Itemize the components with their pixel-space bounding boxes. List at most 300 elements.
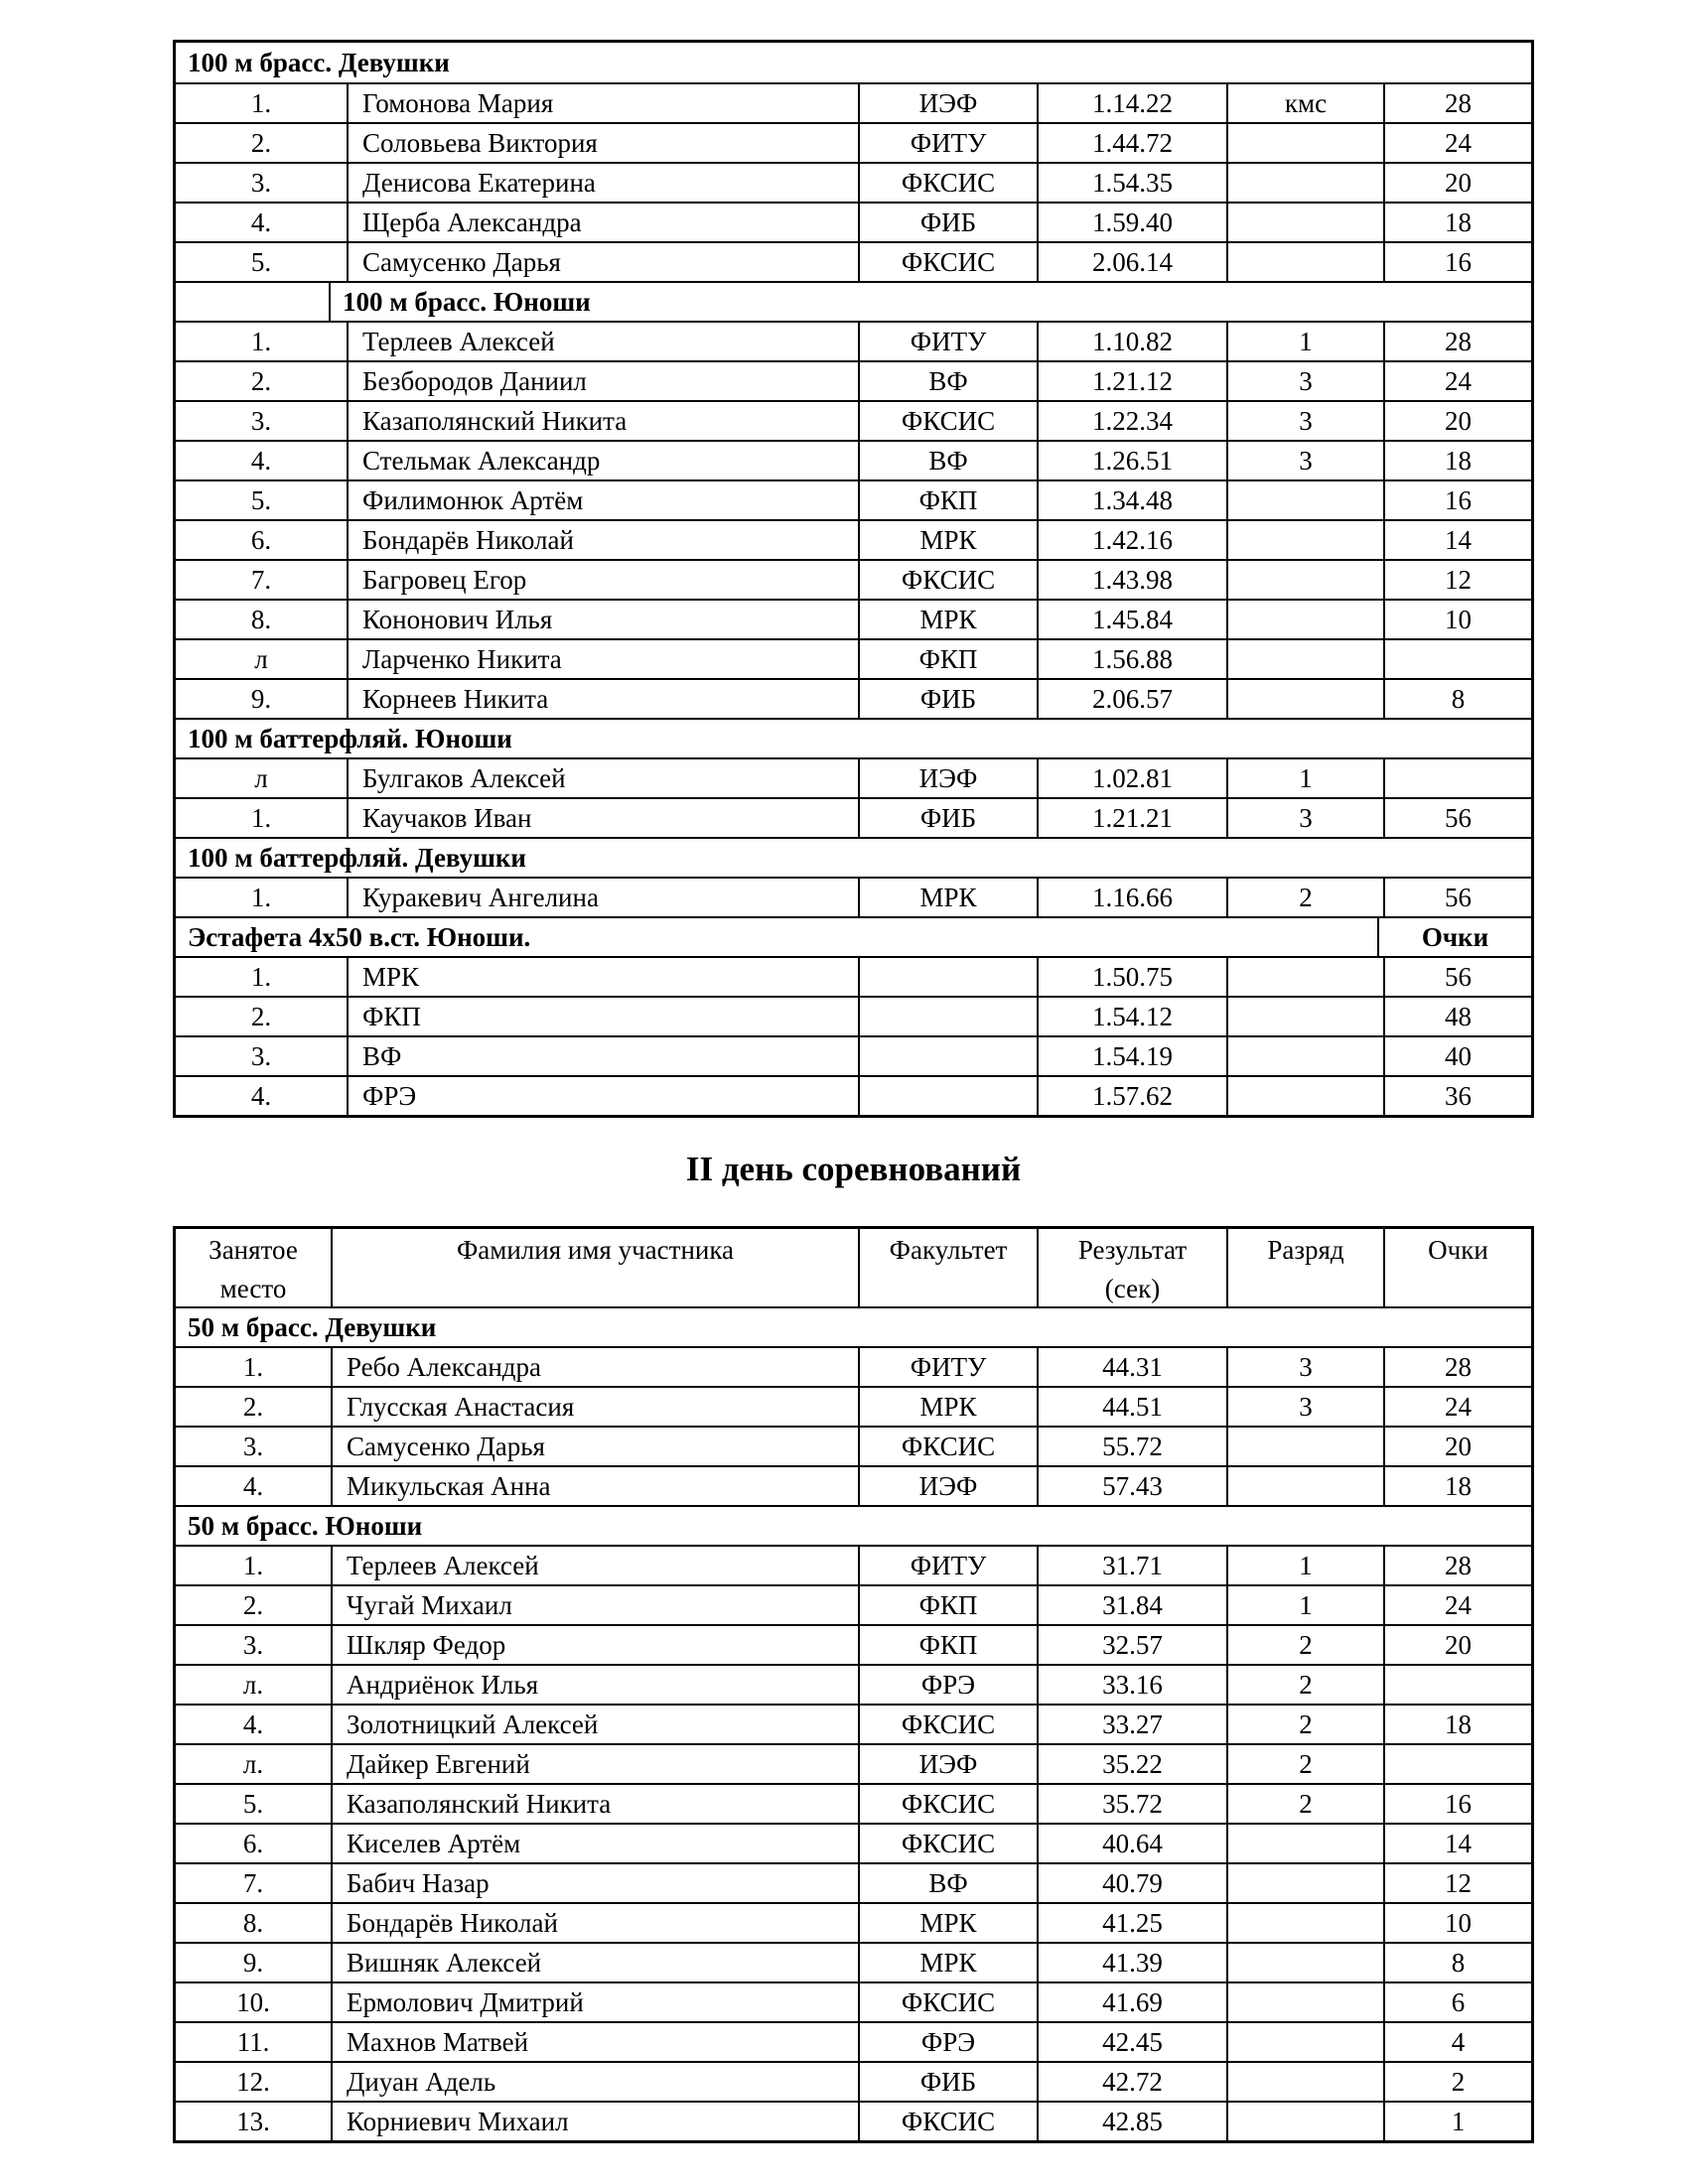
name-cell: Стельмак Александр: [347, 442, 858, 479]
points-cell: 16: [1383, 1785, 1531, 1823]
section-label: 50 м брасс. Девушки: [188, 1311, 437, 1342]
faculty-cell: ИЭФ: [858, 1745, 1037, 1783]
faculty-cell: ФКСИС: [858, 2103, 1037, 2140]
table-row: [176, 202, 1531, 241]
points-cell: 28: [1383, 323, 1531, 360]
points-cell: 16: [1383, 481, 1531, 519]
rank-cell: [1226, 1904, 1383, 1942]
place-cell: 1.: [242, 1351, 264, 1382]
points-cell: 12: [1383, 1864, 1531, 1902]
table-row: [176, 638, 1531, 678]
table-row: [176, 956, 1531, 996]
points-cell: 20: [1383, 1428, 1531, 1465]
rank-cell: 1: [1226, 1547, 1383, 1584]
name-cell: Диуан Адель: [331, 2063, 858, 2101]
place-cell: л.: [242, 1748, 264, 1779]
rank-cell: 1: [1226, 323, 1383, 360]
faculty-cell: ФКСИС: [858, 243, 1037, 281]
table-row: [176, 1075, 1531, 1115]
name-cell: Кононович Илья: [347, 601, 858, 638]
place-cell: 1.: [250, 882, 272, 912]
header-name: [331, 1229, 858, 1306]
header-rank-label: Разряд: [1267, 1235, 1344, 1265]
name-cell: МРК: [347, 958, 858, 996]
table-row: [176, 1743, 1531, 1783]
result-cell: 44.31: [1037, 1348, 1226, 1386]
result-cell: 55.72: [1037, 1428, 1226, 1465]
place-cell: л.: [242, 1669, 264, 1700]
table-row: [176, 1386, 1531, 1426]
points-cell: 18: [1383, 204, 1531, 241]
rank-cell: 2: [1226, 1626, 1383, 1664]
table-row: [176, 360, 1531, 400]
result-cell: 1.56.88: [1037, 640, 1226, 678]
section-label: 100 м баттерфляй. Юноши: [188, 723, 512, 753]
points-cell: 18: [1383, 1706, 1531, 1743]
name-cell: Ребо Александра: [331, 1348, 858, 1386]
place-cell: 1.: [250, 87, 272, 118]
rank-cell: [1226, 1467, 1383, 1505]
place-cell: 2.: [250, 365, 272, 396]
result-cell: 42.85: [1037, 2103, 1226, 2140]
rank-cell: 3: [1226, 1348, 1383, 1386]
header-rank: [1226, 1229, 1383, 1306]
rank-cell: [1226, 1037, 1383, 1075]
points-cell: 56: [1383, 879, 1531, 916]
rank-cell: [1226, 2103, 1383, 2140]
section-label: Эстафета 4х50 в.ст. Юноши.: [188, 921, 531, 952]
table-row: [176, 82, 1531, 122]
points-cell: [1383, 640, 1531, 678]
result-cell: 40.79: [1037, 1864, 1226, 1902]
rank-cell: [1226, 561, 1383, 599]
table-row: [176, 599, 1531, 638]
result-cell: 2.06.14: [1037, 243, 1226, 281]
rank-cell: [1226, 521, 1383, 559]
faculty-cell: ФКП: [858, 481, 1037, 519]
points-cell: 48: [1383, 998, 1531, 1035]
name-cell: Багровец Егор: [347, 561, 858, 599]
name-cell: Каучаков Иван: [347, 799, 858, 837]
points-cell: 24: [1383, 362, 1531, 400]
faculty-cell: МРК: [858, 1904, 1037, 1942]
faculty-cell: ФИБ: [858, 799, 1037, 837]
points-cell: 12: [1383, 561, 1531, 599]
table-row: [176, 2101, 1531, 2140]
place-cell: 3.: [242, 1629, 264, 1660]
header-place-label: Занятое место: [209, 1235, 298, 1303]
rank-cell: 2: [1226, 1785, 1383, 1823]
points-cell: 36: [1383, 1077, 1531, 1115]
place-cell: 5.: [242, 1788, 264, 1819]
rank-cell: [1226, 1983, 1383, 2021]
name-cell: Шкляр Федор: [331, 1626, 858, 1664]
faculty-cell: ИЭФ: [858, 84, 1037, 122]
place-cell: л: [254, 643, 268, 674]
result-cell: 31.84: [1037, 1586, 1226, 1624]
name-cell: Самусенко Дарья: [347, 243, 858, 281]
faculty-cell: ФИБ: [858, 680, 1037, 718]
section-row: [176, 1505, 1531, 1545]
faculty-cell: ФИТУ: [858, 124, 1037, 162]
faculty-cell: МРК: [858, 879, 1037, 916]
table-row: [176, 1624, 1531, 1664]
rank-cell: 3: [1226, 442, 1383, 479]
rank-cell: кмс: [1226, 84, 1383, 122]
points-cell: 20: [1383, 1626, 1531, 1664]
results-table-day1: [173, 40, 1534, 1118]
section-row: [176, 718, 1531, 757]
header-result-label: Результат (сек): [1077, 1235, 1188, 1303]
result-cell: 40.64: [1037, 1825, 1226, 1862]
table-row: [176, 1704, 1531, 1743]
place-cell: 13.: [236, 2106, 270, 2136]
header-faculty-label: Факультет: [889, 1235, 1008, 1265]
faculty-cell: ФИБ: [858, 2063, 1037, 2101]
name-cell: Терлеев Алексей: [331, 1547, 858, 1584]
faculty-cell: ИЭФ: [858, 1467, 1037, 1505]
rank-cell: 2: [1226, 1666, 1383, 1704]
rank-cell: [1226, 1825, 1383, 1862]
result-cell: 1.22.34: [1037, 402, 1226, 440]
result-cell: 1.54.19: [1037, 1037, 1226, 1075]
faculty-cell: [858, 958, 1037, 996]
table-row: [176, 1664, 1531, 1704]
rank-cell: 3: [1226, 402, 1383, 440]
rank-cell: [1226, 481, 1383, 519]
rank-cell: [1226, 2063, 1383, 2101]
name-cell: Корниевич Михаил: [331, 2103, 858, 2140]
faculty-cell: ФКСИС: [858, 164, 1037, 202]
table-row: [176, 1584, 1531, 1624]
faculty-cell: ФИТУ: [858, 323, 1037, 360]
place-cell: л: [254, 762, 268, 793]
place-cell: 1.: [250, 961, 272, 992]
points-cell: 8: [1383, 680, 1531, 718]
result-cell: 33.16: [1037, 1666, 1226, 1704]
points-cell: 56: [1383, 799, 1531, 837]
name-cell: Киселев Артём: [331, 1825, 858, 1862]
table-row: [176, 1346, 1531, 1386]
points-cell: 24: [1383, 1388, 1531, 1426]
points-cell: 1: [1383, 2103, 1531, 2140]
table-row: [176, 2061, 1531, 2101]
faculty-cell: ФКП: [858, 1626, 1037, 1664]
place-cell: 10.: [236, 1986, 270, 2017]
result-cell: 1.02.81: [1037, 759, 1226, 797]
table-row: [176, 1426, 1531, 1465]
points-cell: 18: [1383, 442, 1531, 479]
place-cell: 9.: [242, 1947, 264, 1978]
name-cell: Филимонюк Артём: [347, 481, 858, 519]
faculty-cell: ФКСИС: [858, 1706, 1037, 1743]
points-cell: 24: [1383, 124, 1531, 162]
header-name-label: Фамилия имя участника: [456, 1235, 735, 1265]
results-table-day2: [173, 1226, 1534, 2143]
name-cell: Золотницкий Алексей: [331, 1706, 858, 1743]
table-row: [176, 1823, 1531, 1862]
place-cell: 4.: [250, 1080, 272, 1111]
result-cell: 1.54.12: [1037, 998, 1226, 1035]
faculty-cell: [858, 1077, 1037, 1115]
table-row: [176, 440, 1531, 479]
rank-cell: 3: [1226, 362, 1383, 400]
header-place: [176, 1229, 331, 1306]
faculty-cell: [858, 998, 1037, 1035]
rank-cell: [1226, 124, 1383, 162]
table-row: [176, 2021, 1531, 2061]
rank-cell: 2: [1226, 1745, 1383, 1783]
section-label: 50 м брасс. Юноши: [188, 1510, 423, 1541]
table-row: [176, 1981, 1531, 2021]
rank-cell: [1226, 243, 1383, 281]
table-row: [176, 1035, 1531, 1075]
name-cell: Бондарёв Николай: [331, 1904, 858, 1942]
place-cell: 2.: [242, 1391, 264, 1422]
header-faculty: [858, 1229, 1037, 1306]
rank-cell: 3: [1226, 1388, 1383, 1426]
name-cell: Булгаков Алексей: [347, 759, 858, 797]
faculty-cell: МРК: [858, 1388, 1037, 1426]
points-cell: 14: [1383, 521, 1531, 559]
rank-cell: [1226, 1077, 1383, 1115]
section-row-indented: [176, 281, 1531, 321]
faculty-cell: МРК: [858, 521, 1037, 559]
place-cell: 4.: [250, 206, 272, 237]
name-cell: Казаполянский Никита: [331, 1785, 858, 1823]
header-result: [1037, 1229, 1226, 1306]
rank-cell: 3: [1226, 799, 1383, 837]
rank-cell: [1226, 1428, 1383, 1465]
table-row: [176, 1783, 1531, 1823]
result-cell: 1.26.51: [1037, 442, 1226, 479]
header-points: [1383, 1229, 1531, 1306]
name-cell: Гомонова Мария: [347, 84, 858, 122]
table-row: [176, 1862, 1531, 1902]
rank-cell: 1: [1226, 1586, 1383, 1624]
points-cell: 24: [1383, 1586, 1531, 1624]
rank-cell: [1226, 204, 1383, 241]
points-cell: [1383, 1666, 1531, 1704]
faculty-cell: ВФ: [858, 362, 1037, 400]
name-cell: Бондарёв Николай: [347, 521, 858, 559]
name-cell: Щерба Александра: [347, 204, 858, 241]
rank-cell: 2: [1226, 879, 1383, 916]
result-cell: 1.57.62: [1037, 1077, 1226, 1115]
faculty-cell: ФКСИС: [858, 1983, 1037, 2021]
place-cell: 4.: [242, 1470, 264, 1501]
result-cell: 1.42.16: [1037, 521, 1226, 559]
table-row: [176, 1545, 1531, 1584]
result-cell: 1.21.21: [1037, 799, 1226, 837]
result-cell: 35.22: [1037, 1745, 1226, 1783]
faculty-cell: МРК: [858, 1944, 1037, 1981]
name-cell: Чугай Михаил: [331, 1586, 858, 1624]
result-cell: 41.69: [1037, 1983, 1226, 2021]
table-row: [176, 400, 1531, 440]
result-cell: 32.57: [1037, 1626, 1226, 1664]
faculty-cell: МРК: [858, 601, 1037, 638]
table-row: [176, 797, 1531, 837]
name-cell: Безбородов Даниил: [347, 362, 858, 400]
name-cell: Ларченко Никита: [347, 640, 858, 678]
place-cell: 5.: [250, 484, 272, 515]
points-cell: 28: [1383, 1348, 1531, 1386]
faculty-cell: ФКСИС: [858, 1825, 1037, 1862]
result-cell: 1.45.84: [1037, 601, 1226, 638]
table-header-row: [176, 1229, 1531, 1306]
section-row: [176, 43, 1531, 82]
points-cell: [1383, 759, 1531, 797]
faculty-cell: ФРЭ: [858, 1666, 1037, 1704]
section-label: 100 м брасс. Юноши: [343, 286, 591, 317]
name-cell: Микульская Анна: [331, 1467, 858, 1505]
place-cell: 3.: [250, 167, 272, 198]
points-cell: 10: [1383, 1904, 1531, 1942]
points-cell: 16: [1383, 243, 1531, 281]
name-cell: Вишняк Алексей: [331, 1944, 858, 1981]
place-cell: 7.: [242, 1867, 264, 1898]
place-cell: 5.: [250, 246, 272, 277]
faculty-cell: ФКСИС: [858, 1428, 1037, 1465]
points-cell: 4: [1383, 2023, 1531, 2061]
table-row: [176, 559, 1531, 599]
result-cell: 1.14.22: [1037, 84, 1226, 122]
place-cell: 1.: [242, 1550, 264, 1580]
name-cell: Корнеев Никита: [347, 680, 858, 718]
name-cell: Терлеев Алексей: [347, 323, 858, 360]
rank-cell: [1226, 998, 1383, 1035]
result-cell: 31.71: [1037, 1547, 1226, 1584]
faculty-cell: ФИТУ: [858, 1348, 1037, 1386]
result-cell: 33.27: [1037, 1706, 1226, 1743]
result-cell: 1.54.35: [1037, 164, 1226, 202]
table-row: [176, 678, 1531, 718]
points-cell: 18: [1383, 1467, 1531, 1505]
table-row: [176, 519, 1531, 559]
section-row-with-points: [176, 916, 1531, 956]
place-cell: 9.: [250, 683, 272, 714]
section-label: 100 м брасс. Девушки: [188, 47, 450, 77]
faculty-cell: ВФ: [858, 442, 1037, 479]
faculty-cell: ФКП: [858, 640, 1037, 678]
table-row: [176, 1942, 1531, 1981]
table-row: [176, 757, 1531, 797]
result-cell: 1.43.98: [1037, 561, 1226, 599]
points-cell: 14: [1383, 1825, 1531, 1862]
place-cell: 8.: [242, 1907, 264, 1938]
place-cell: 3.: [242, 1431, 264, 1461]
place-cell: 6.: [250, 524, 272, 555]
rank-cell: [1226, 680, 1383, 718]
day2-title: II день соревнований: [685, 1150, 1022, 1188]
place-cell: 1.: [250, 326, 272, 356]
rank-cell: 1: [1226, 759, 1383, 797]
name-cell: Куракевич Ангелина: [347, 879, 858, 916]
place-cell: 8.: [250, 604, 272, 634]
faculty-cell: ФИБ: [858, 204, 1037, 241]
section-row: [176, 1306, 1531, 1346]
place-cell: 11.: [236, 2026, 270, 2057]
name-cell: Казаполянский Никита: [347, 402, 858, 440]
faculty-cell: ФИТУ: [858, 1547, 1037, 1584]
faculty-cell: [858, 1037, 1037, 1075]
name-cell: ФКП: [347, 998, 858, 1035]
result-cell: 42.45: [1037, 2023, 1226, 2061]
table-row: [176, 1465, 1531, 1505]
rank-cell: 2: [1226, 1706, 1383, 1743]
name-cell: Самусенко Дарья: [331, 1428, 858, 1465]
points-cell: [1383, 1745, 1531, 1783]
table-row: [176, 877, 1531, 916]
points-cell: 20: [1383, 164, 1531, 202]
place-cell: 2.: [250, 127, 272, 158]
points-cell: 2: [1383, 2063, 1531, 2101]
points-cell: 28: [1383, 84, 1531, 122]
result-cell: 35.72: [1037, 1785, 1226, 1823]
faculty-cell: ФКСИС: [858, 402, 1037, 440]
name-cell: Дайкер Евгений: [331, 1745, 858, 1783]
place-cell: 2.: [242, 1589, 264, 1620]
table-row: [176, 122, 1531, 162]
points-cell: 6: [1383, 1983, 1531, 2021]
table-row: [176, 1902, 1531, 1942]
rank-cell: [1226, 958, 1383, 996]
place-cell: 4.: [250, 445, 272, 476]
table-row: [176, 996, 1531, 1035]
points-cell: 40: [1383, 1037, 1531, 1075]
name-cell: Соловьева Виктория: [347, 124, 858, 162]
rank-cell: [1226, 2023, 1383, 2061]
name-cell: Махнов Матвей: [331, 2023, 858, 2061]
result-cell: 1.44.72: [1037, 124, 1226, 162]
result-cell: 1.59.40: [1037, 204, 1226, 241]
result-cell: 41.25: [1037, 1904, 1226, 1942]
faculty-cell: ФКСИС: [858, 1785, 1037, 1823]
result-cell: 41.39: [1037, 1944, 1226, 1981]
header-points-label: Очки: [1428, 1235, 1488, 1265]
place-cell: 12.: [236, 2066, 270, 2097]
place-cell: 7.: [250, 564, 272, 595]
place-cell: 3.: [250, 1040, 272, 1071]
faculty-cell: ИЭФ: [858, 759, 1037, 797]
place-cell: 4.: [242, 1708, 264, 1739]
place-cell: 3.: [250, 405, 272, 436]
name-cell: ВФ: [347, 1037, 858, 1075]
name-cell: Бабич Назар: [331, 1864, 858, 1902]
name-cell: Ермолович Дмитрий: [331, 1983, 858, 2021]
place-cell: 2.: [250, 1001, 272, 1031]
place-cell: 6.: [242, 1828, 264, 1858]
rank-cell: [1226, 164, 1383, 202]
place-cell: 1.: [250, 802, 272, 833]
points-cell: 20: [1383, 402, 1531, 440]
result-cell: 42.72: [1037, 2063, 1226, 2101]
name-cell: Денисова Екатерина: [347, 164, 858, 202]
points-cell: 10: [1383, 601, 1531, 638]
rank-cell: [1226, 1864, 1383, 1902]
result-cell: 1.34.48: [1037, 481, 1226, 519]
faculty-cell: ФКСИС: [858, 561, 1037, 599]
points-cell: 56: [1383, 958, 1531, 996]
name-cell: Глусская Анастасия: [331, 1388, 858, 1426]
section-row: [176, 837, 1531, 877]
faculty-cell: ВФ: [858, 1864, 1037, 1902]
points-cell: 8: [1383, 1944, 1531, 1981]
result-cell: 1.50.75: [1037, 958, 1226, 996]
table-row: [176, 162, 1531, 202]
name-cell: ФРЭ: [347, 1077, 858, 1115]
